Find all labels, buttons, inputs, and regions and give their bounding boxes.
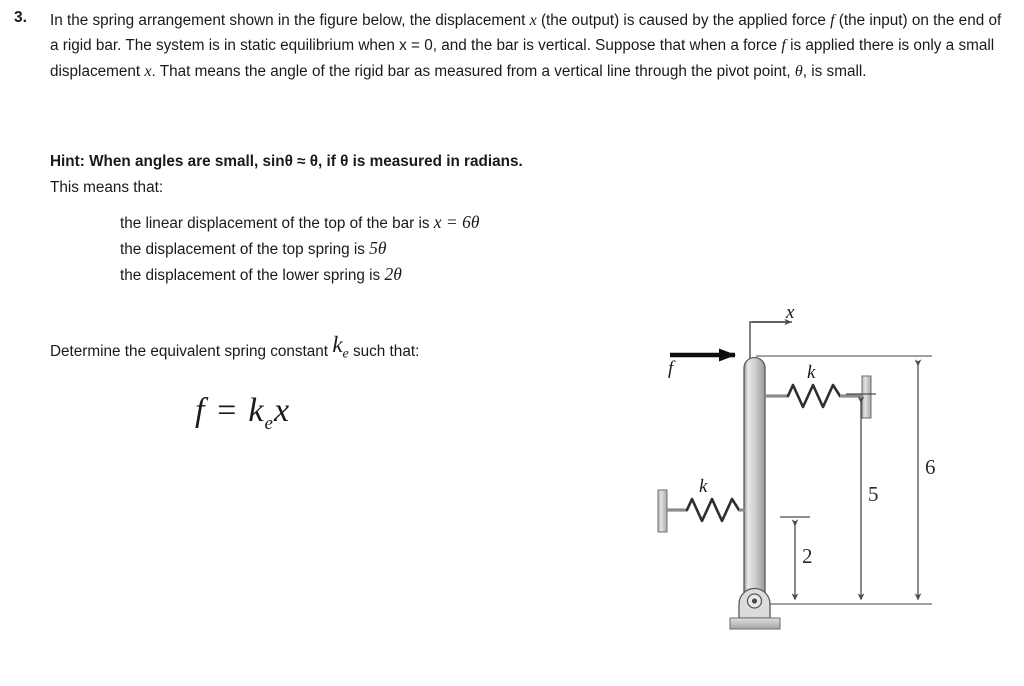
equation-rhs-variable: x [273, 392, 291, 429]
hint-bullet-3-math: 2θ [384, 264, 402, 284]
paragraph-segment-2: (the output) is caused by the applied force [536, 12, 831, 29]
bottom-spring-wall [658, 490, 667, 532]
label-f: f [668, 358, 674, 379]
hint-line [50, 150, 523, 174]
equation-operator: = [214, 392, 239, 429]
top-spring-assembly [765, 376, 871, 418]
hint-bullet-1-text: the linear displacement of the top of the bar is [120, 215, 434, 232]
paragraph-segment-3: f [830, 12, 835, 29]
ke-base: k [332, 332, 343, 357]
paragraph-segment-6: is applied there is only a small displacement [50, 37, 995, 80]
paragraph-segment-0: In the spring arrangement shown in the figure below, the displacement [50, 12, 530, 29]
bottom-spring-coil [687, 499, 739, 521]
hint-followup: This means that: [50, 179, 164, 196]
question-number: 3. [14, 9, 27, 26]
pivot-support [730, 589, 780, 630]
label-k-bottom: k [699, 476, 708, 497]
equation-lhs: f [195, 392, 206, 429]
dimension-label-5: 5 [868, 482, 879, 506]
hint-label: Hint: [50, 153, 85, 170]
x-displacement-indicator [750, 322, 792, 360]
hint-bullet-3 [120, 262, 402, 288]
hint-text: When angles are small, sinθ ≈ θ, if θ is measured in radians. [84, 153, 523, 170]
determine-prefix: Determine the equivalent spring constant [50, 343, 333, 360]
hint-bullet-2-math: 5θ [369, 238, 387, 258]
paragraph-segment-1: x [529, 12, 537, 29]
hint-bullet-2-text: the displacement of the top spring is [120, 241, 370, 258]
determine-line [50, 332, 420, 367]
ke-subscript: e [342, 346, 349, 362]
equation-rhs-base: k [248, 392, 265, 429]
paragraph-segment-10: , is small. [802, 62, 867, 80]
paragraph-segments [50, 12, 1001, 80]
hint-bullet-3-text: the displacement of the lower spring is [120, 267, 385, 284]
hint-bullet-1 [120, 210, 479, 236]
paragraph-segment-9: θ [794, 62, 803, 80]
pivot-pin-inner [752, 598, 757, 603]
paragraph-segment-5: f [781, 37, 786, 55]
label-k-top: k [807, 362, 816, 383]
equation-rhs-subscript: e [264, 412, 274, 434]
hint-bullet-2 [120, 236, 387, 262]
problem-paragraph [50, 8, 1012, 84]
label-x: x [786, 302, 795, 323]
paragraph-segment-7: x [144, 62, 152, 80]
ground-base [730, 618, 780, 629]
hint-bullet-1-math: x = 6θ [433, 212, 480, 232]
spring-arrangement-figure [640, 296, 1024, 648]
equation-f-equals-ke-x [195, 392, 290, 435]
dimension-label-2: 2 [802, 544, 813, 568]
figure-svg [640, 296, 1024, 648]
rigid-bar [744, 358, 765, 597]
determine-suffix: such that: [348, 343, 420, 360]
top-spring-wall [862, 376, 871, 418]
top-spring-coil [788, 385, 840, 407]
paragraph-segment-8: . That means the angle of the rigid bar as measured from a vertical line through the pivot point, [151, 62, 795, 80]
paragraph-segment-4: (the input) on the end of a rigid bar. The system is in static equilibrium when x = 0, and the bar is vertical. Suppose that when a force [50, 12, 1002, 55]
dimension-label-6: 6 [925, 455, 936, 479]
equivalent-spring-constant-symbol [332, 332, 349, 362]
